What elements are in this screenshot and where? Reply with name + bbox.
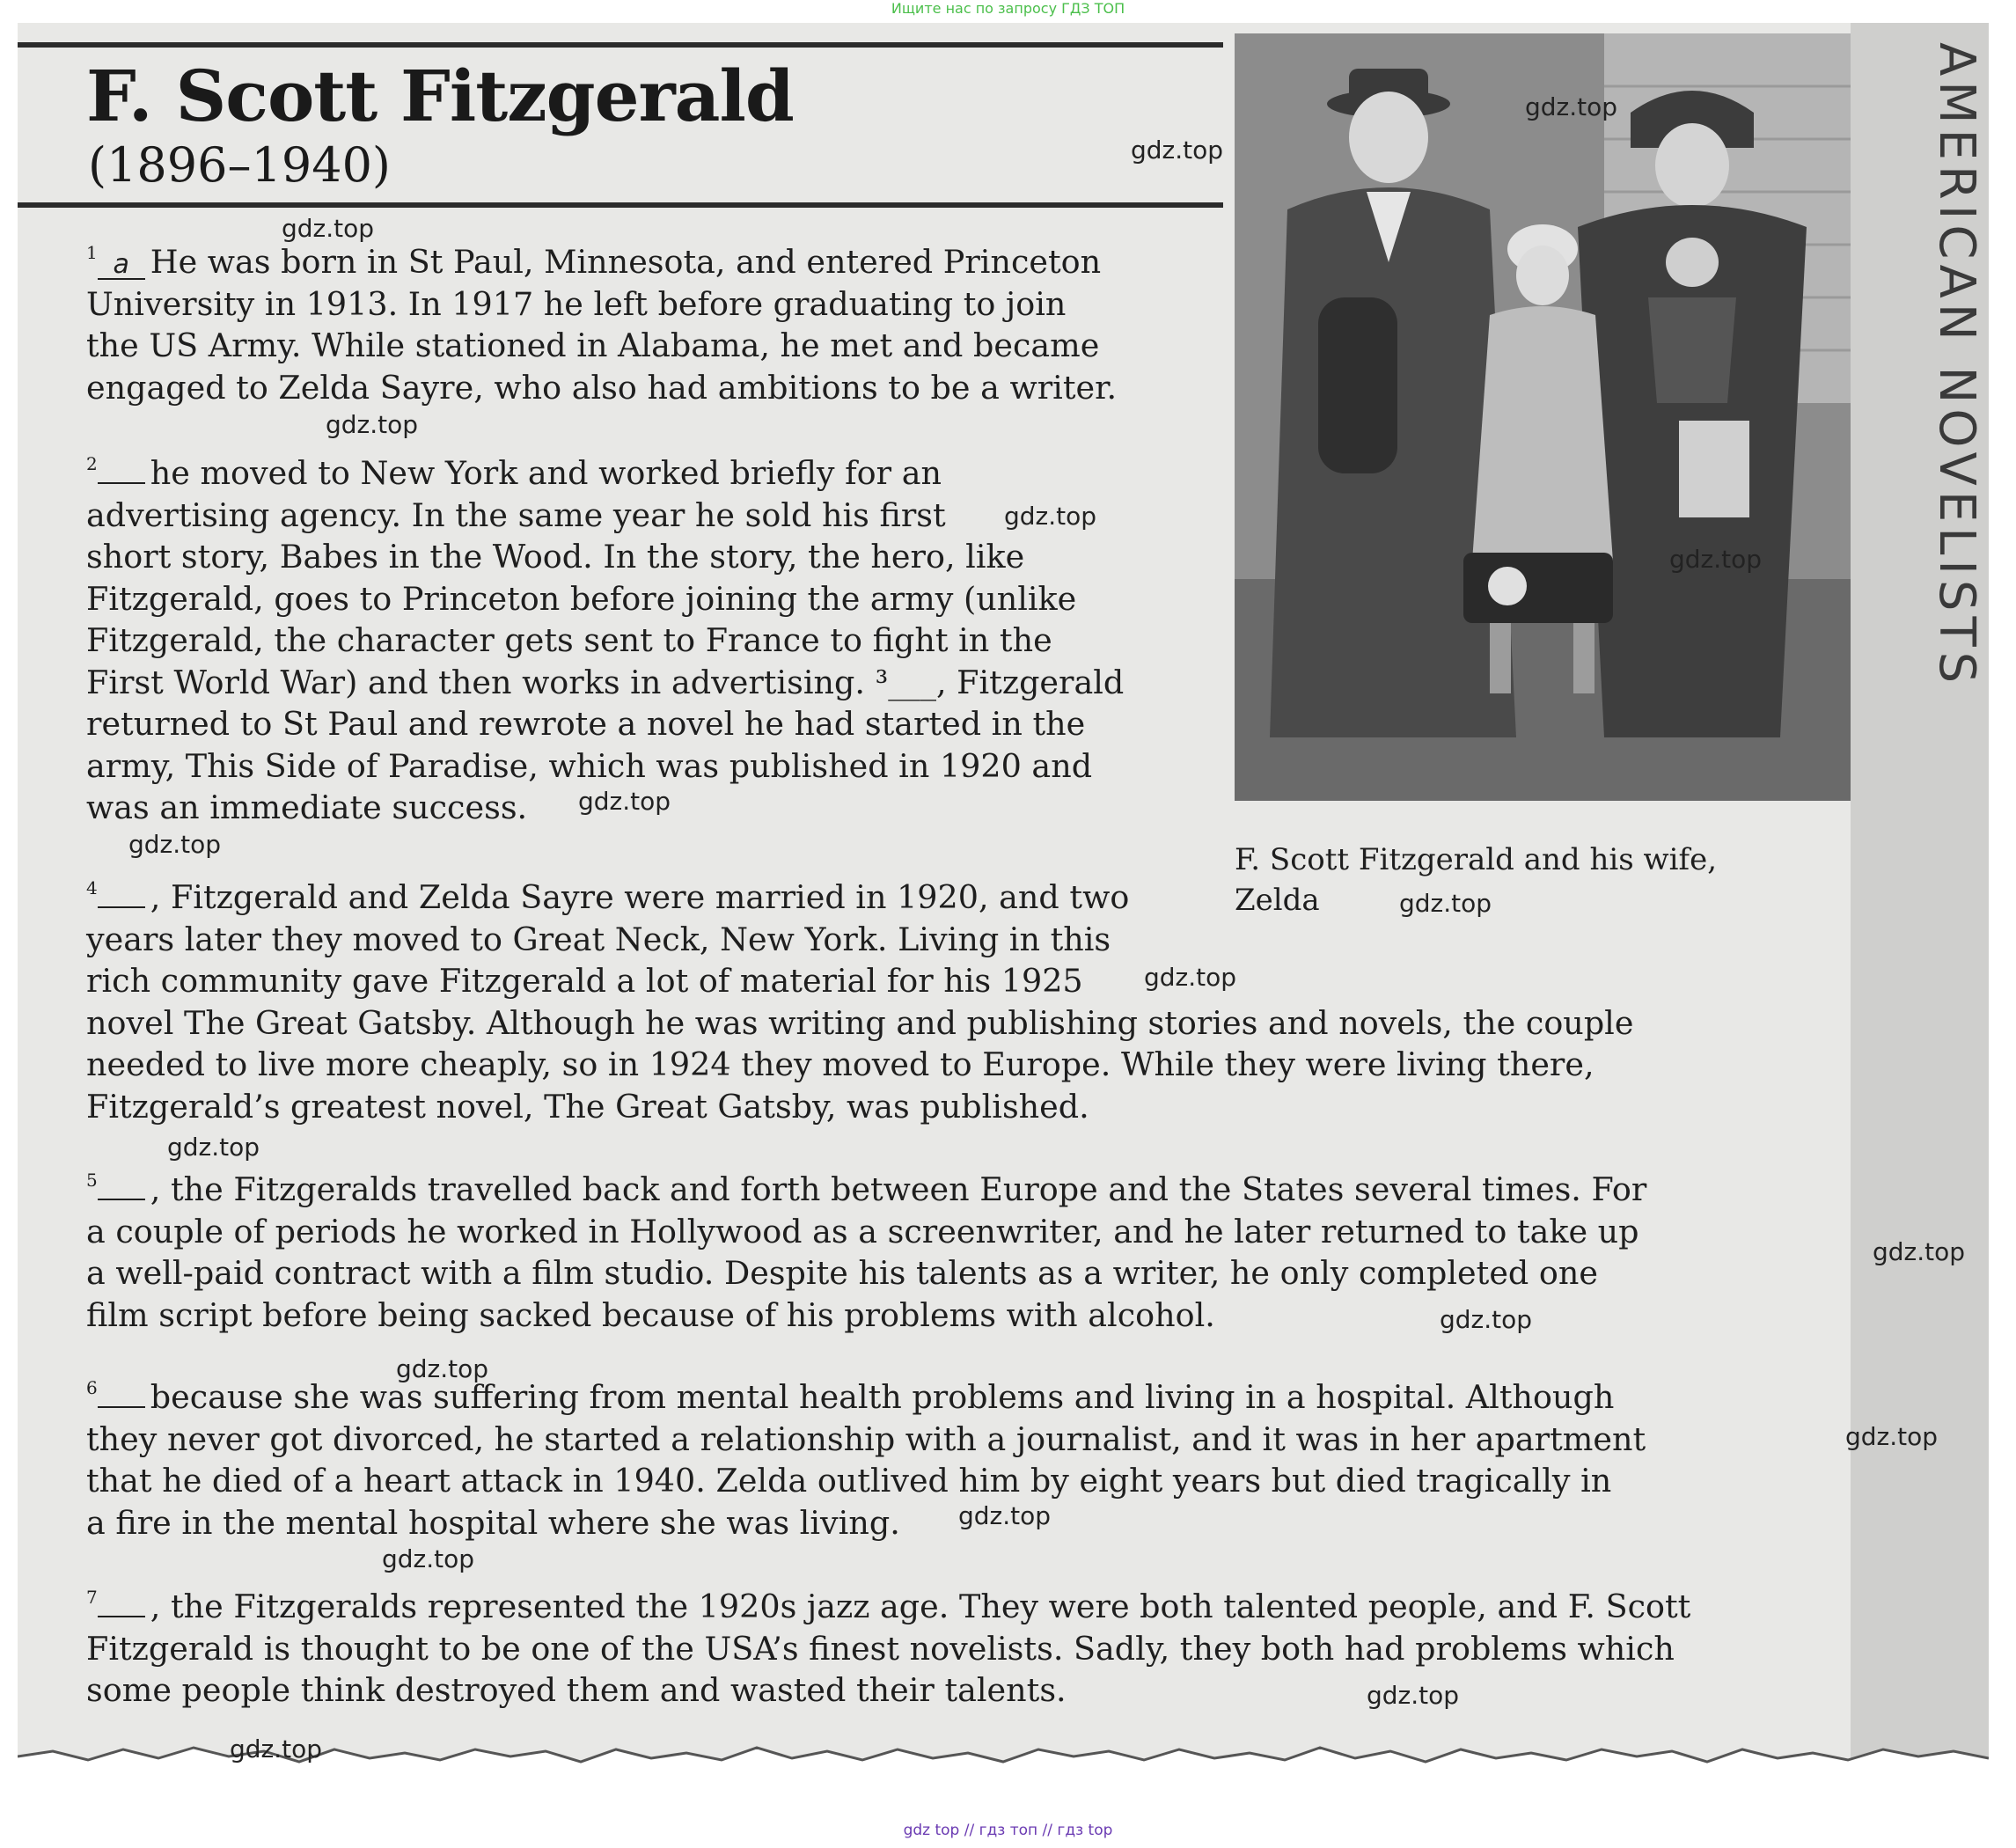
- watermark: gdz.top: [128, 830, 222, 859]
- paragraph-2-blank[interactable]: [98, 482, 145, 484]
- watermark: gdz.top: [396, 1354, 489, 1383]
- paragraph-1-line-4: engaged to Zelda Sayre, who also had ambitions to be a writer.: [86, 368, 1118, 407]
- watermark: gdz.top: [167, 1133, 260, 1162]
- paragraph-5-blank[interactable]: [98, 1199, 145, 1200]
- paragraph-6-line-2: they never got divorced, he started a relationship with a journalist, and it was in her apartment: [86, 1419, 1646, 1458]
- paragraph-2: [86, 452, 1124, 829]
- paragraph-6-line-3: that he died of a heart attack in 1940. Zelda outlived him by eight years but died tragically in: [86, 1462, 1612, 1500]
- paragraph-5-line-3: a well-paid contract with a film studio. Despite his talents as a writer, he only completed one: [86, 1254, 1598, 1292]
- watermark: gdz.top: [1873, 1237, 1966, 1266]
- paragraph-2-line-1: $^2$ he moved to New York and worked briefly for an: [86, 453, 942, 492]
- paragraph-2-line-3: short story, Babes in the Wood. In the story, the hero, like: [86, 538, 1025, 576]
- watermark: gdz.top: [1669, 545, 1763, 574]
- watermark: gdz.top: [1525, 92, 1618, 121]
- watermark: gdz.top: [230, 1734, 323, 1764]
- paragraph-7-line-2: Fitzgerald is thought to be one of the USA’s finest novelists. Sadly, they both had problems which: [86, 1629, 1675, 1668]
- page-subtitle-years: (1896–1940): [88, 137, 391, 193]
- watermark: gdz.top: [1440, 1305, 1533, 1334]
- paragraph-5: [86, 1169, 1646, 1336]
- paragraph-1: [86, 241, 1117, 408]
- watermark: gdz.top: [382, 1544, 475, 1573]
- page-title: F. Scott Fitzgerald: [86, 55, 794, 137]
- paragraph-6-line-1: $^6$ because she was suffering from mental health problems and living in a hospital. Although: [86, 1377, 1615, 1416]
- paragraph-7-line-1: $^7$ , the Fitzgeralds represented the 1920s jazz age. They were both talented people, and F. Scott: [86, 1587, 1691, 1625]
- watermark: gdz.top: [326, 410, 419, 439]
- watermark: gdz.top: [958, 1501, 1052, 1530]
- photo-illustration: [1235, 33, 1851, 801]
- watermark: gdz.top: [578, 787, 671, 816]
- paragraph-1-line-3: the US Army. While stationed in Alabama, he met and became: [86, 326, 1100, 364]
- paragraph-1-line-2: University in 1913. In 1917 he left before graduating to join: [86, 284, 1067, 323]
- paragraph-6: [86, 1376, 1646, 1544]
- watermark: gdz.top: [282, 214, 375, 243]
- heading-rule-bottom: [18, 202, 1223, 208]
- paragraph-4-line-6: Fitzgerald’s greatest novel, The Great Gatsby, was published.: [86, 1087, 1089, 1126]
- paragraph-7-number: 7: [86, 1587, 98, 1608]
- paragraph-6-line-4: a fire in the mental hospital where she was living.: [86, 1503, 900, 1542]
- heading-rule-top: [18, 42, 1223, 48]
- footer-links[interactable]: gdz top // гдз топ // гдз top: [903, 1822, 1113, 1839]
- paragraph-4-number: 4: [86, 877, 98, 898]
- paragraph-6-blank[interactable]: [98, 1406, 145, 1408]
- watermark: gdz.top: [1004, 502, 1097, 531]
- watermark: gdz.top: [1399, 889, 1492, 918]
- watermark: gdz.top: [1367, 1681, 1460, 1710]
- paragraph-5-line-1: $^5$ , the Fitzgeralds travelled back and forth between Europe and the States several times. For: [86, 1170, 1647, 1208]
- photo-caption: F. Scott Fitzgerald and his wife, Zelda: [1235, 842, 1718, 918]
- watermark: gdz.top: [1131, 136, 1224, 165]
- paragraph-6-number: 6: [86, 1377, 98, 1398]
- paragraph-5-line-4: film script before being sacked because of his problems with alcohol.: [86, 1295, 1215, 1334]
- paragraph-4-line-3: rich community gave Fitzgerald a lot of material for his 1925: [86, 962, 1083, 1000]
- paragraph-4-line-2: years later they moved to Great Neck, New York. Living in this: [86, 920, 1111, 958]
- watermark: gdz.top: [1144, 963, 1237, 992]
- paragraph-5-line-2: a couple of periods he worked in Hollywood as a screenwriter, and he later returned to take up: [86, 1212, 1639, 1250]
- top-banner[interactable]: Ищите нас по запросу ГДЗ ТОП: [891, 0, 1125, 17]
- paragraph-2-number: 2: [86, 453, 98, 474]
- side-label: AMERICAN NOVELISTS: [1928, 42, 1985, 689]
- paragraph-1-number: 1: [86, 242, 98, 263]
- paragraph-2-line-5: Fitzgerald, the character gets sent to France to fight in the: [86, 621, 1052, 659]
- paragraph-2-line-6: First World War) and then works in advertising. ³___, Fitzgerald: [86, 663, 1125, 701]
- paragraph-7-line-3: some people think destroyed them and wasted their talents.: [86, 1671, 1067, 1709]
- paragraph-2-line-9: was an immediate success.: [86, 788, 528, 826]
- paragraph-2-line-7: returned to St Paul and rewrote a novel he had started in the: [86, 705, 1086, 743]
- paragraph-7-blank[interactable]: [98, 1616, 145, 1617]
- paragraph-2-line-2: advertising agency. In the same year he sold his first: [86, 495, 946, 534]
- paragraph-1-blank[interactable]: a: [98, 252, 145, 280]
- fitzgerald-family-photo: [1235, 33, 1851, 801]
- paragraph-4-line-5: needed to live more cheaply, so in 1924 they moved to Europe. While they were living there,: [86, 1045, 1594, 1083]
- watermark: gdz.top: [1845, 1422, 1939, 1451]
- paragraph-2-line-4: Fitzgerald, goes to Princeton before joining the army (unlike: [86, 579, 1077, 618]
- paragraph-1-line-1: $^1$ a He was born in St Paul, Minnesota, and entered Princeton: [86, 242, 1102, 281]
- paragraph-4-blank[interactable]: [98, 906, 145, 908]
- paragraph-4-line-1: $^4$ , Fitzgerald and Zelda Sayre were married in 1920, and two: [86, 877, 1130, 916]
- paragraph-5-number: 5: [86, 1170, 98, 1191]
- paragraph-2-line-8: army, This Side of Paradise, which was published in 1920 and: [86, 746, 1093, 785]
- paragraph-4-line-4: novel The Great Gatsby. Although he was writing and publishing stories and novels, the couple: [86, 1003, 1634, 1042]
